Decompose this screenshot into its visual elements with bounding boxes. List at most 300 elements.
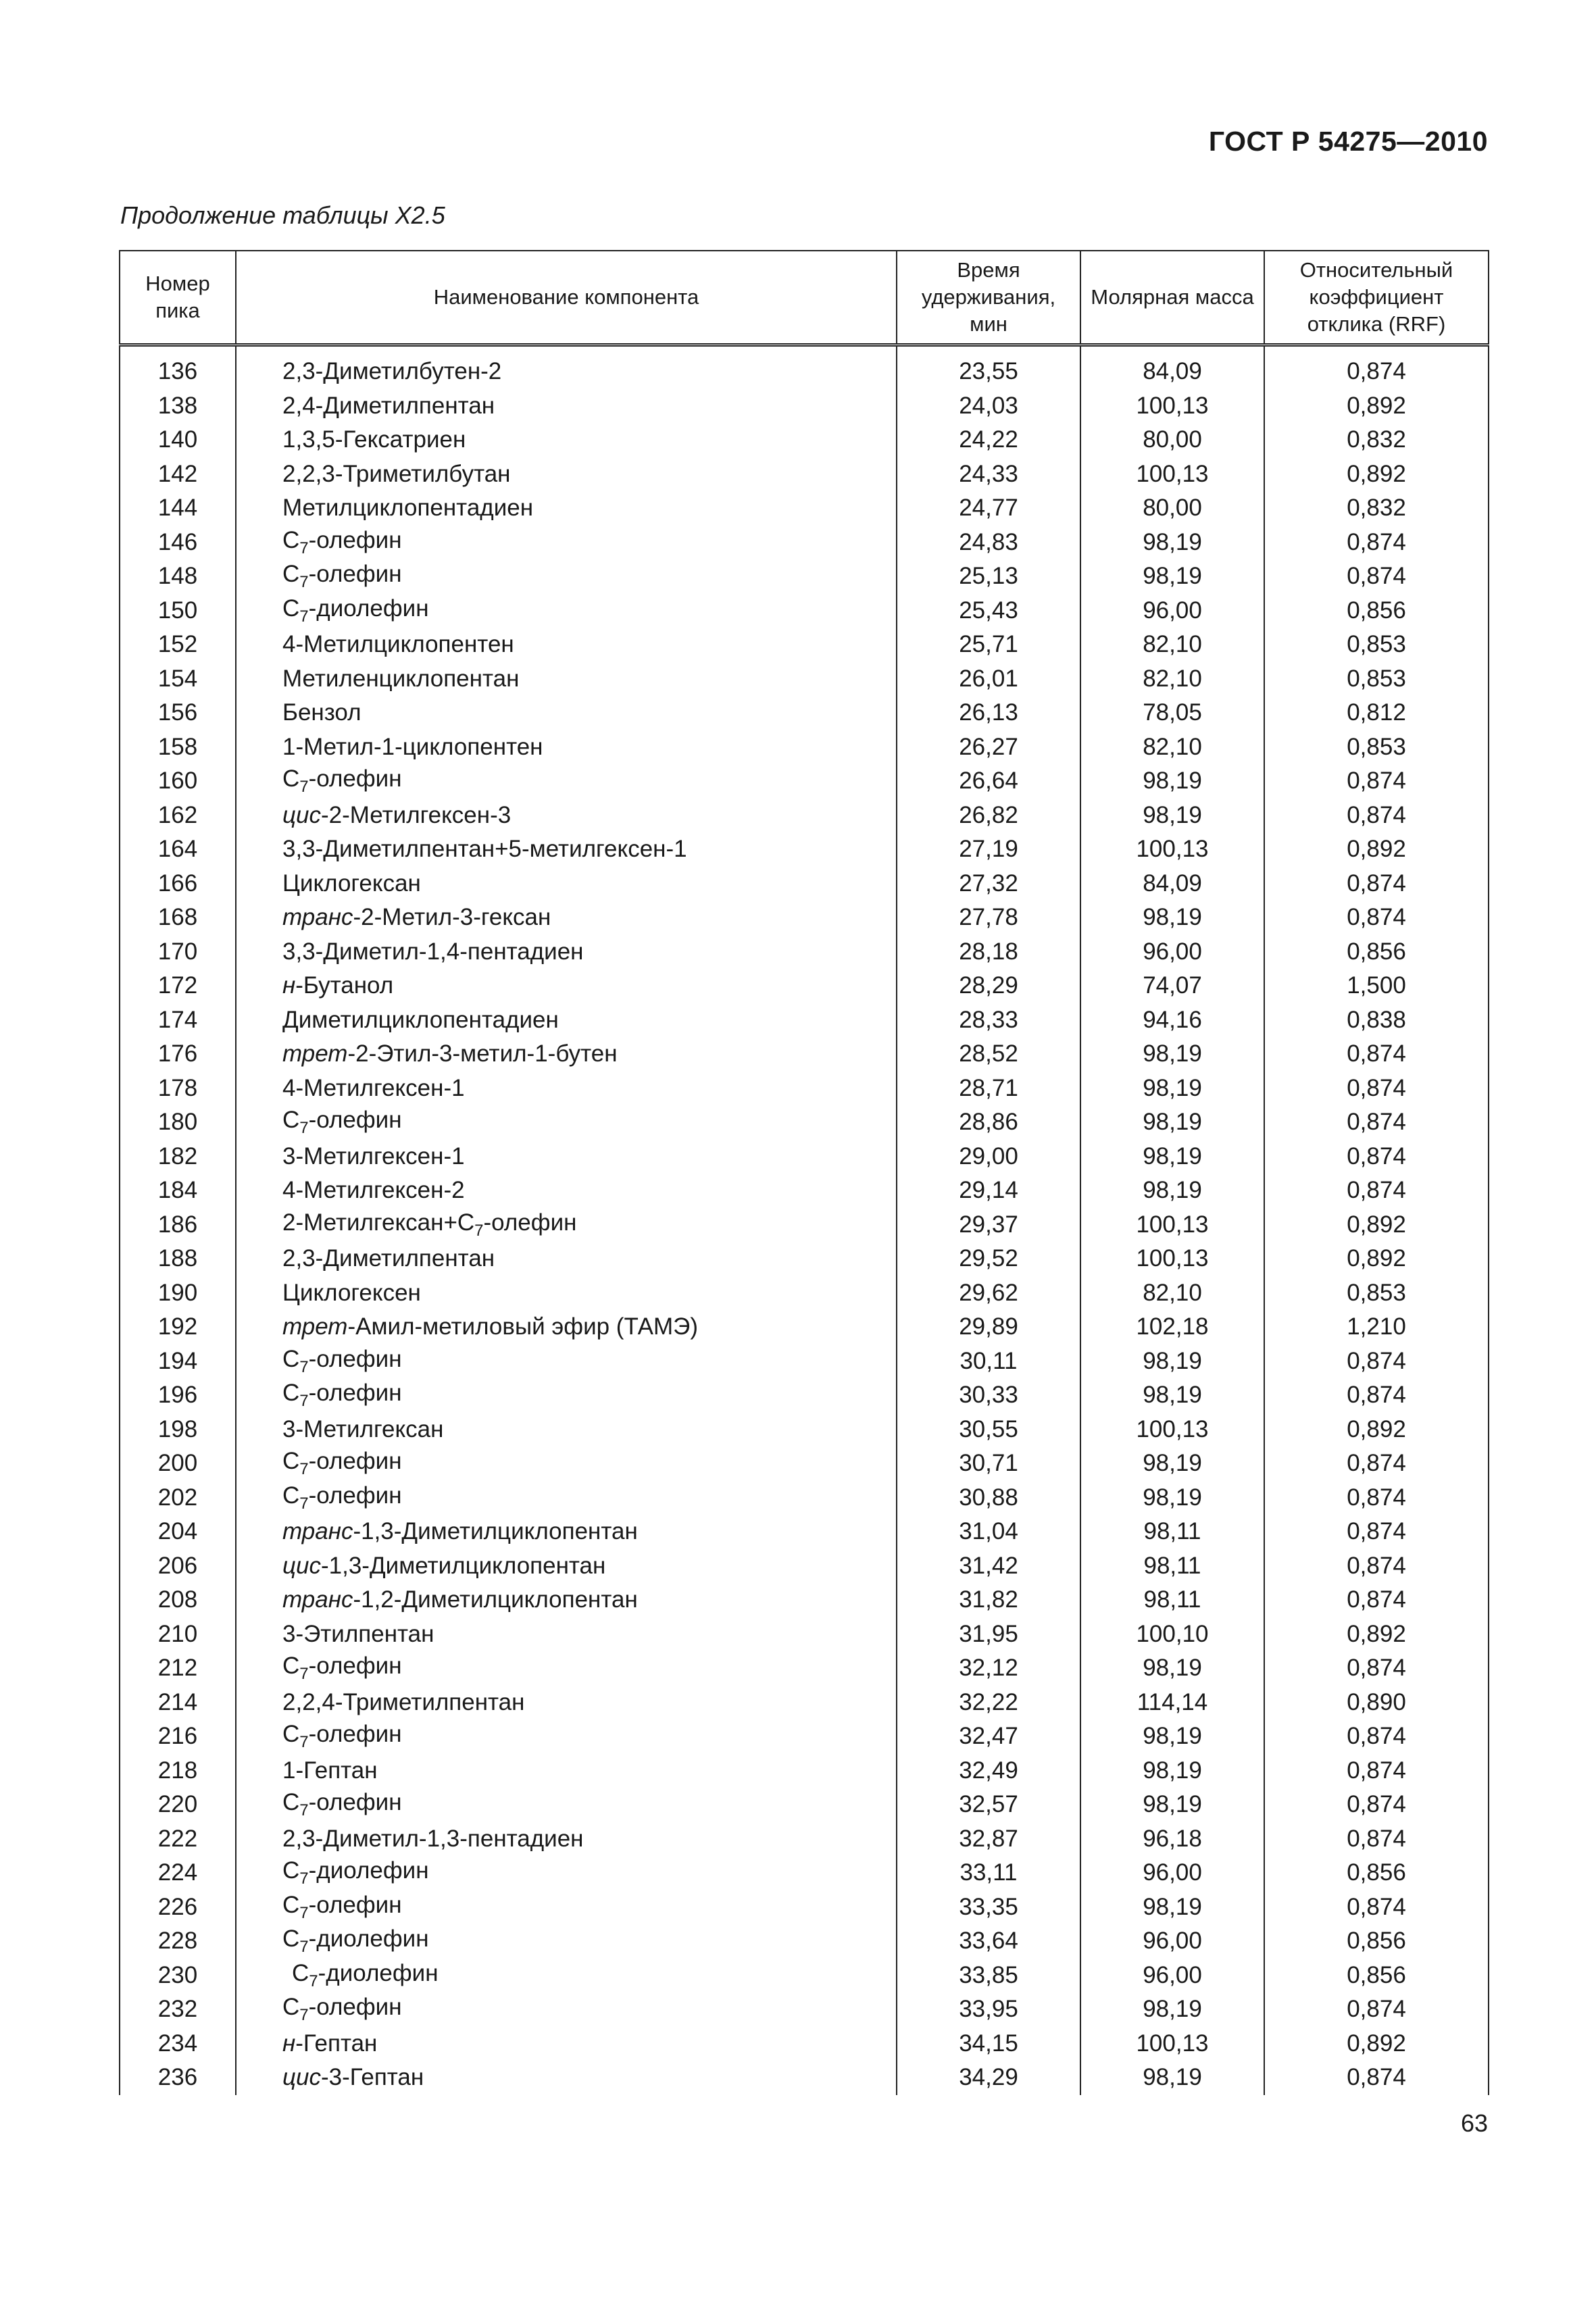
molar-mass: 98,11 <box>1080 1583 1264 1617</box>
retention-time: 26,13 <box>897 696 1080 730</box>
component-name <box>236 1174 897 1208</box>
rrf-value: 0,874 <box>1264 1890 1489 1925</box>
rrf-value: 0,874 <box>1264 1822 1489 1857</box>
component-name <box>236 1754 897 1788</box>
table-row <box>120 1447 1489 1481</box>
molar-mass: 98,19 <box>1080 1378 1264 1413</box>
table-row <box>120 628 1489 662</box>
data-table <box>119 250 1489 2095</box>
component-name-text: 3-Метилгексан <box>282 1415 444 1442</box>
component-name-text: 2,4-Диметилпентан <box>282 392 495 419</box>
rrf-value: 0,856 <box>1264 1856 1489 1890</box>
rrf-value: 0,874 <box>1264 1105 1489 1140</box>
table-row <box>120 1413 1489 1447</box>
rrf-value: 0,874 <box>1264 2061 1489 2095</box>
retention-time: 34,15 <box>897 2027 1080 2061</box>
table-body <box>120 345 1489 2095</box>
component-name-text: -Гептан <box>295 2030 378 2057</box>
table-row <box>120 1344 1489 1379</box>
rrf-value: 0,874 <box>1264 1072 1489 1106</box>
table-header-row <box>120 251 1489 345</box>
component-name <box>236 935 897 970</box>
rrf-value: 0,853 <box>1264 730 1489 765</box>
peak-number: 178 <box>120 1072 236 1106</box>
isomer-prefix: н <box>282 2030 296 2057</box>
peak-number: 200 <box>120 1447 236 1481</box>
molar-mass: 98,19 <box>1080 1140 1264 1174</box>
component-name <box>236 1208 897 1242</box>
rrf-value: 0,874 <box>1264 1651 1489 1686</box>
component-name-text: 3,3-Диметилпентан+5-метилгексен-1 <box>282 836 687 863</box>
table-row <box>120 1651 1489 1686</box>
table-row <box>120 1788 1489 1822</box>
page-number: 63 <box>1460 2109 1488 2137</box>
table-row <box>120 559 1489 594</box>
isomer-prefix: цис <box>282 2064 321 2091</box>
component-name <box>236 969 897 1003</box>
component-name <box>236 1344 897 1379</box>
component-name-text: $С_7$-олефин <box>282 526 402 557</box>
component-name <box>236 1378 897 1413</box>
component-name-text: $С_7$-олефин <box>282 1380 402 1411</box>
molar-mass: 98,19 <box>1080 526 1264 560</box>
table-row <box>120 1822 1489 1857</box>
rrf-value: 0,892 <box>1264 832 1489 867</box>
peak-number: 146 <box>120 526 236 560</box>
retention-time: 32,12 <box>897 1651 1080 1686</box>
peak-number: 212 <box>120 1651 236 1686</box>
table-row <box>120 1754 1489 1788</box>
peak-number: 226 <box>120 1890 236 1925</box>
rrf-value: 1,500 <box>1264 969 1489 1003</box>
rrf-value: 1,210 <box>1264 1310 1489 1344</box>
retention-time: 26,27 <box>897 730 1080 765</box>
rrf-value: 0,853 <box>1264 1276 1489 1311</box>
molar-mass: 98,19 <box>1080 1651 1264 1686</box>
peak-number: 206 <box>120 1549 236 1584</box>
table-row <box>120 1515 1489 1549</box>
rrf-value: 0,892 <box>1264 389 1489 424</box>
component-name-text: $2-Метилгексан+С_7$-олефин <box>282 1209 577 1240</box>
component-name <box>236 1140 897 1174</box>
column-header-retention-time: Время удерживания, мин <box>897 251 1080 345</box>
column-header-peak-number: Номер пика <box>120 251 236 345</box>
component-name-text: Циклогексан <box>282 870 421 897</box>
component-name-text: $С_7$-диолефин <box>292 1959 439 1990</box>
component-name-text: 4-Метилгексен-2 <box>282 1177 465 1204</box>
peak-number: 156 <box>120 696 236 730</box>
molar-mass: 100,13 <box>1080 1413 1264 1447</box>
peak-number: 162 <box>120 799 236 833</box>
molar-mass: 98,19 <box>1080 1037 1264 1072</box>
isomer-prefix: н <box>282 972 296 999</box>
component-name-text: 2,3-Диметилпентан <box>282 1245 495 1272</box>
table-row <box>120 1105 1489 1140</box>
component-name-text: $С_7$-олефин <box>282 1482 402 1513</box>
component-name-text: 3,3-Диметил-1,4-пентадиен <box>282 938 584 965</box>
component-name <box>236 1003 897 1038</box>
component-name-text: $С_7$-олефин <box>282 561 402 592</box>
peak-number: 136 <box>120 345 236 389</box>
component-name <box>236 1105 897 1140</box>
rrf-value: 0,892 <box>1264 457 1489 492</box>
table-row <box>120 1276 1489 1311</box>
rrf-value: 0,874 <box>1264 1174 1489 1208</box>
rrf-value: 0,874 <box>1264 1992 1489 2027</box>
molar-mass: 98,19 <box>1080 764 1264 799</box>
component-name-text: Бензол <box>282 699 361 726</box>
molar-mass: 100,13 <box>1080 832 1264 867</box>
molar-mass: 96,00 <box>1080 594 1264 628</box>
peak-number: 172 <box>120 969 236 1003</box>
rrf-value: 0,874 <box>1264 1344 1489 1379</box>
peak-number: 192 <box>120 1310 236 1344</box>
peak-number: 216 <box>120 1719 236 1754</box>
column-header-component-name: Наименование компонента <box>236 251 897 345</box>
molar-mass: 100,13 <box>1080 389 1264 424</box>
table-row <box>120 764 1489 799</box>
molar-mass: 98,19 <box>1080 1754 1264 1788</box>
peak-number: 234 <box>120 2027 236 2061</box>
peak-number: 222 <box>120 1822 236 1857</box>
table-row <box>120 1378 1489 1413</box>
rrf-value: 0,874 <box>1264 1140 1489 1174</box>
retention-time: 27,19 <box>897 832 1080 867</box>
retention-time: 24,77 <box>897 491 1080 526</box>
peak-number: 228 <box>120 1924 236 1959</box>
peak-number: 158 <box>120 730 236 765</box>
molar-mass: 98,19 <box>1080 1481 1264 1515</box>
standard-code: ГОСТ Р 54275—2010 <box>1208 126 1488 157</box>
molar-mass: 98,19 <box>1080 1890 1264 1925</box>
retention-time: 32,49 <box>897 1754 1080 1788</box>
rrf-value: 0,890 <box>1264 1686 1489 1720</box>
retention-time: 29,37 <box>897 1208 1080 1242</box>
retention-time: 28,71 <box>897 1072 1080 1106</box>
molar-mass: 98,11 <box>1080 1515 1264 1549</box>
table-row <box>120 935 1489 970</box>
component-name-text: 2,3-Диметил-1,3-пентадиен <box>282 1825 584 1852</box>
component-name-text: $С_7$-диолефин <box>282 1857 429 1888</box>
retention-time: 26,82 <box>897 799 1080 833</box>
retention-time: 24,33 <box>897 457 1080 492</box>
isomer-prefix: транс <box>282 1518 353 1545</box>
rrf-value: 0,874 <box>1264 1481 1489 1515</box>
peak-number: 166 <box>120 867 236 901</box>
component-name-text: -Амил-метиловый эфир (ТАМЭ) <box>347 1313 698 1340</box>
molar-mass: 98,19 <box>1080 799 1264 833</box>
component-name-text: $С_7$-олефин <box>282 1789 402 1820</box>
isomer-prefix: цис <box>282 1552 321 1579</box>
retention-time: 32,57 <box>897 1788 1080 1822</box>
table-row <box>120 1174 1489 1208</box>
component-name <box>236 730 897 765</box>
retention-time: 25,13 <box>897 559 1080 594</box>
component-name <box>236 1890 897 1925</box>
molar-mass: 96,18 <box>1080 1822 1264 1857</box>
isomer-prefix: транс <box>282 1586 353 1613</box>
component-name <box>236 2027 897 2061</box>
component-name-text: 4-Метилциклопентен <box>282 631 514 658</box>
component-name-text: Циклогексен <box>282 1279 421 1306</box>
retention-time: 28,33 <box>897 1003 1080 1038</box>
component-name-text: 1,3,5-Гексатриен <box>282 426 466 453</box>
component-name <box>236 389 897 424</box>
component-name-text: 3-Метилгексен-1 <box>282 1142 465 1169</box>
peak-number: 154 <box>120 662 236 697</box>
component-name <box>236 799 897 833</box>
rrf-value: 0,856 <box>1264 594 1489 628</box>
retention-time: 28,86 <box>897 1105 1080 1140</box>
rrf-value: 0,892 <box>1264 1617 1489 1652</box>
peak-number: 152 <box>120 628 236 662</box>
peak-number: 232 <box>120 1992 236 2027</box>
table-row <box>120 423 1489 457</box>
peak-number: 174 <box>120 1003 236 1038</box>
molar-mass: 100,13 <box>1080 457 1264 492</box>
component-name-text: 2,3-Диметилбутен-2 <box>282 358 502 385</box>
peak-number: 160 <box>120 764 236 799</box>
retention-time: 26,01 <box>897 662 1080 697</box>
component-name <box>236 1481 897 1515</box>
rrf-value: 0,812 <box>1264 696 1489 730</box>
component-name-text: Метиленциклопентан <box>282 665 520 692</box>
molar-mass: 96,00 <box>1080 935 1264 970</box>
retention-time: 24,22 <box>897 423 1080 457</box>
retention-time: 29,62 <box>897 1276 1080 1311</box>
peak-number: 188 <box>120 1242 236 1276</box>
table-caption: Продолжение таблицы X2.5 <box>120 201 445 229</box>
molar-mass: 94,16 <box>1080 1003 1264 1038</box>
table-row <box>120 389 1489 424</box>
component-name-text: -1,3-Диметилциклопентан <box>353 1518 638 1545</box>
retention-time: 25,43 <box>897 594 1080 628</box>
retention-time: 32,87 <box>897 1822 1080 1857</box>
peak-number: 142 <box>120 457 236 492</box>
component-name <box>236 423 897 457</box>
table-row <box>120 1686 1489 1720</box>
table-row <box>120 1481 1489 1515</box>
retention-time: 29,00 <box>897 1140 1080 1174</box>
component-name <box>236 662 897 697</box>
molar-mass: 98,19 <box>1080 1447 1264 1481</box>
rrf-value: 0,892 <box>1264 1413 1489 1447</box>
retention-time: 33,11 <box>897 1856 1080 1890</box>
molar-mass: 98,19 <box>1080 1992 1264 2027</box>
table-row <box>120 594 1489 628</box>
table-row <box>120 969 1489 1003</box>
component-name-text: -1,3-Диметилциклопентан <box>320 1552 606 1579</box>
peak-number: 148 <box>120 559 236 594</box>
component-name <box>236 1992 897 2027</box>
component-name-text: $С_7$-олефин <box>282 1345 402 1376</box>
table-row <box>120 1310 1489 1344</box>
component-name <box>236 1788 897 1822</box>
molar-mass: 80,00 <box>1080 423 1264 457</box>
component-name <box>236 1959 897 1993</box>
component-name <box>236 628 897 662</box>
molar-mass: 98,19 <box>1080 1174 1264 1208</box>
peak-number: 208 <box>120 1583 236 1617</box>
retention-time: 30,55 <box>897 1413 1080 1447</box>
rrf-value: 0,874 <box>1264 1549 1489 1584</box>
table-row <box>120 526 1489 560</box>
rrf-value: 0,874 <box>1264 1378 1489 1413</box>
component-name <box>236 1856 897 1890</box>
retention-time: 30,11 <box>897 1344 1080 1379</box>
table-row <box>120 1719 1489 1754</box>
peak-number: 204 <box>120 1515 236 1549</box>
table-row <box>120 457 1489 492</box>
rrf-value: 0,856 <box>1264 935 1489 970</box>
table-row <box>120 1924 1489 1959</box>
molar-mass: 84,09 <box>1080 345 1264 389</box>
molar-mass: 98,19 <box>1080 1344 1264 1379</box>
component-name-text: $С_7$-олефин <box>282 1448 402 1479</box>
retention-time: 31,42 <box>897 1549 1080 1584</box>
peak-number: 236 <box>120 2061 236 2095</box>
component-name <box>236 1072 897 1106</box>
component-name <box>236 457 897 492</box>
component-name-text: $С_7$-олефин <box>282 1994 402 2025</box>
molar-mass: 96,00 <box>1080 1959 1264 1993</box>
retention-time: 32,47 <box>897 1719 1080 1754</box>
component-name-text: -2-Этил-3-метил-1-бутен <box>347 1040 618 1067</box>
retention-time: 30,71 <box>897 1447 1080 1481</box>
peak-number: 224 <box>120 1856 236 1890</box>
peak-number: 218 <box>120 1754 236 1788</box>
peak-number: 186 <box>120 1208 236 1242</box>
molar-mass: 100,10 <box>1080 1617 1264 1652</box>
component-name-text: -2-Метил-3-гексан <box>353 904 551 931</box>
component-name-text: 1-Гептан <box>282 1757 378 1784</box>
molar-mass: 98,19 <box>1080 1105 1264 1140</box>
rrf-value: 0,874 <box>1264 1788 1489 1822</box>
component-name-text: 2,2,4-Триметилпентан <box>282 1688 525 1715</box>
retention-time: 32,22 <box>897 1686 1080 1720</box>
retention-time: 33,35 <box>897 1890 1080 1925</box>
rrf-value: 0,874 <box>1264 345 1489 389</box>
component-name <box>236 1413 897 1447</box>
component-name-text: $С_7$-диолефин <box>282 595 429 626</box>
molar-mass: 82,10 <box>1080 730 1264 765</box>
molar-mass: 84,09 <box>1080 867 1264 901</box>
component-name <box>236 1617 897 1652</box>
retention-time: 29,89 <box>897 1310 1080 1344</box>
component-name <box>236 867 897 901</box>
rrf-value: 0,838 <box>1264 1003 1489 1038</box>
peak-number: 176 <box>120 1037 236 1072</box>
component-name-text: -3-Гептан <box>320 2064 424 2091</box>
table-row <box>120 1856 1489 1890</box>
table-row <box>120 1583 1489 1617</box>
table-row <box>120 1072 1489 1106</box>
retention-time: 33,95 <box>897 1992 1080 2027</box>
component-name <box>236 594 897 628</box>
peak-number: 196 <box>120 1378 236 1413</box>
rrf-value: 0,874 <box>1264 1583 1489 1617</box>
molar-mass: 98,11 <box>1080 1549 1264 1584</box>
table-row <box>120 799 1489 833</box>
component-name <box>236 1583 897 1617</box>
rrf-value: 0,874 <box>1264 1447 1489 1481</box>
rrf-value: 0,874 <box>1264 867 1489 901</box>
component-name-text: 2,2,3-Триметилбутан <box>282 460 511 487</box>
component-name <box>236 1686 897 1720</box>
retention-time: 28,52 <box>897 1037 1080 1072</box>
rrf-value: 0,874 <box>1264 559 1489 594</box>
molar-mass: 100,13 <box>1080 2027 1264 2061</box>
component-name-text: $С_7$-олефин <box>282 765 402 797</box>
retention-time: 27,78 <box>897 901 1080 935</box>
peak-number: 164 <box>120 832 236 867</box>
component-name <box>236 1719 897 1754</box>
component-name-text: -1,2-Диметилциклопентан <box>353 1586 638 1613</box>
retention-time: 33,85 <box>897 1959 1080 1993</box>
table-row <box>120 1890 1489 1925</box>
rrf-value: 0,874 <box>1264 1754 1489 1788</box>
peak-number: 202 <box>120 1481 236 1515</box>
rrf-value: 0,874 <box>1264 799 1489 833</box>
molar-mass: 82,10 <box>1080 662 1264 697</box>
rrf-value: 0,853 <box>1264 662 1489 697</box>
table-row <box>120 1003 1489 1038</box>
peak-number: 220 <box>120 1788 236 1822</box>
component-name <box>236 764 897 799</box>
component-name <box>236 1447 897 1481</box>
molar-mass: 98,19 <box>1080 901 1264 935</box>
table-row <box>120 1140 1489 1174</box>
peak-number: 230 <box>120 1959 236 1993</box>
rrf-value: 0,892 <box>1264 1208 1489 1242</box>
peak-number: 210 <box>120 1617 236 1652</box>
table-row <box>120 696 1489 730</box>
retention-time: 33,64 <box>897 1924 1080 1959</box>
molar-mass: 78,05 <box>1080 696 1264 730</box>
component-name <box>236 1924 897 1959</box>
component-name <box>236 2061 897 2095</box>
retention-time: 28,18 <box>897 935 1080 970</box>
retention-time: 31,82 <box>897 1583 1080 1617</box>
table-row <box>120 832 1489 867</box>
table-row <box>120 1549 1489 1584</box>
isomer-prefix: трет <box>282 1040 348 1067</box>
component-name-text: 1-Метил-1-циклопентен <box>282 733 543 760</box>
peak-number: 184 <box>120 1174 236 1208</box>
component-name <box>236 1037 897 1072</box>
molar-mass: 98,19 <box>1080 559 1264 594</box>
retention-time: 30,88 <box>897 1481 1080 1515</box>
molar-mass: 98,19 <box>1080 2061 1264 2095</box>
isomer-prefix: трет <box>282 1313 348 1340</box>
molar-mass: 82,10 <box>1080 1276 1264 1311</box>
column-header-rrf: Относительный коэффициент отклика (RRF) <box>1264 251 1489 345</box>
rrf-value: 0,853 <box>1264 628 1489 662</box>
component-name-text: -Бутанол <box>295 972 394 999</box>
retention-time: 25,71 <box>897 628 1080 662</box>
rrf-value: 0,874 <box>1264 901 1489 935</box>
table-row <box>120 1242 1489 1276</box>
molar-mass: 82,10 <box>1080 628 1264 662</box>
isomer-prefix: цис <box>282 801 321 828</box>
component-name <box>236 832 897 867</box>
isomer-prefix: транс <box>282 904 353 931</box>
table-row <box>120 2027 1489 2061</box>
component-name-text: $С_7$-олефин <box>282 1653 402 1684</box>
peak-number: 180 <box>120 1105 236 1140</box>
component-name <box>236 901 897 935</box>
peak-number: 214 <box>120 1686 236 1720</box>
